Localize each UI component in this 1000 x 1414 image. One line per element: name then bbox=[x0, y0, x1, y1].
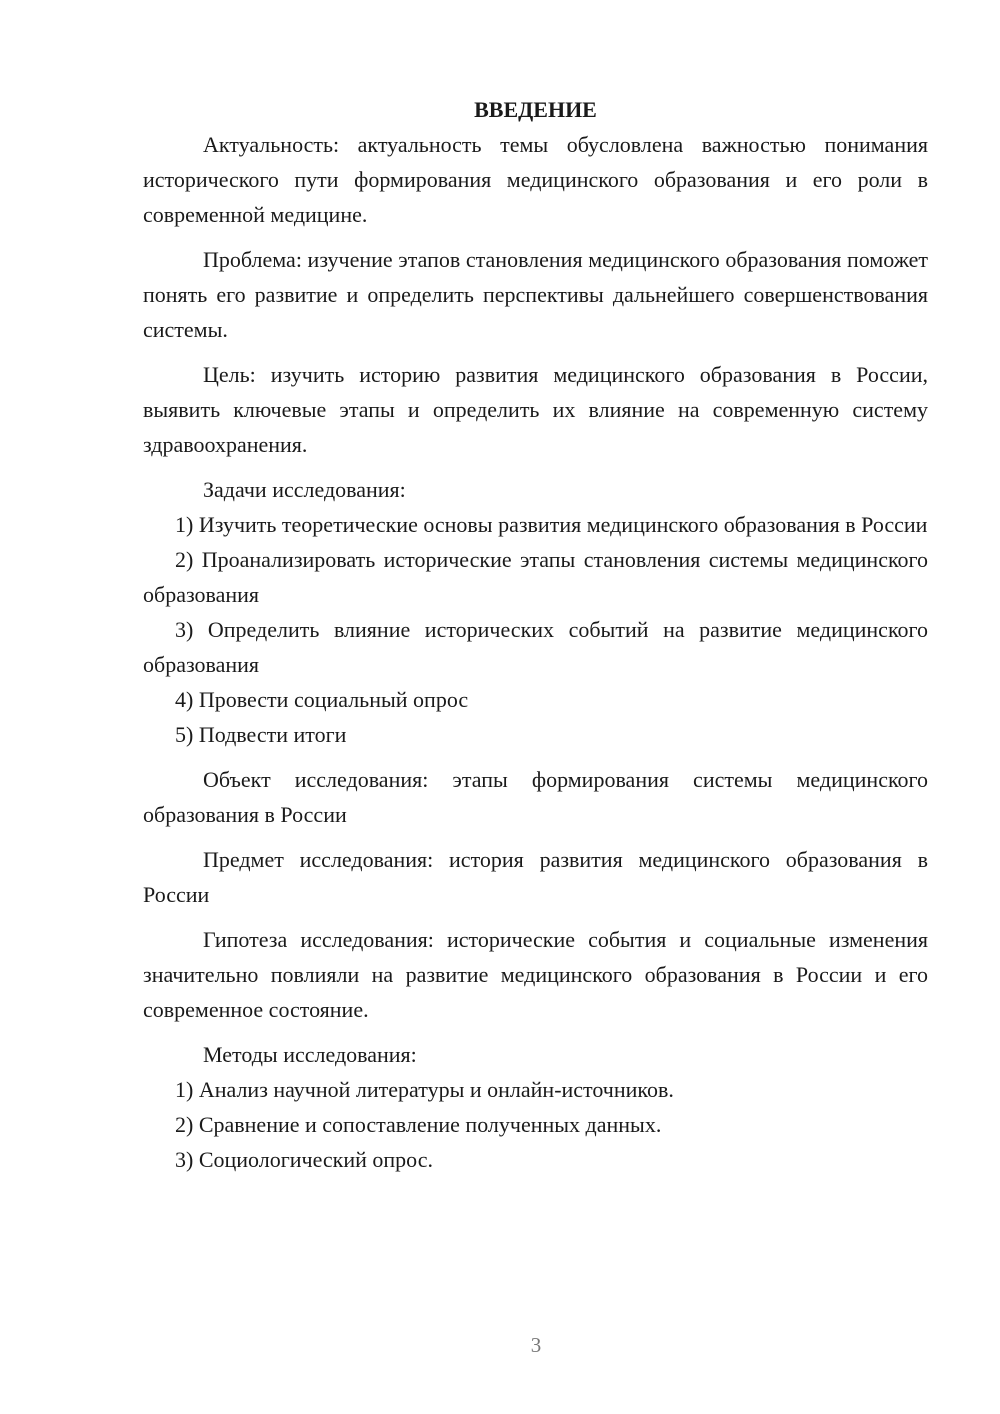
task-item: 5) Подвести итоги bbox=[175, 722, 347, 747]
tasks-list bbox=[143, 507, 928, 752]
task-item: 3) Определить влияние исторических событий на развитие медицинского образования bbox=[143, 617, 928, 677]
methods-title: Методы исследования: bbox=[203, 1042, 417, 1067]
subject-paragraph: Предмет исследования: история развития медицинского образования в России bbox=[143, 847, 928, 907]
methods-list bbox=[143, 1072, 928, 1177]
relevance-paragraph: Актуальность: актуальность темы обусловлена важностью понимания исторического пути формирования медицинского образования и его роли в современной медицине. bbox=[143, 132, 928, 227]
task-item: 2) Проанализировать исторические этапы становления системы медицинского образования bbox=[143, 547, 928, 607]
task-item: 4) Провести социальный опрос bbox=[175, 687, 469, 712]
page-number: 3 bbox=[530, 1333, 542, 1357]
problem-paragraph: Проблема: изучение этапов становления медицинского образования поможет понять его развитие и определить перспективы дальнейшего совершенствования системы. bbox=[143, 247, 928, 342]
method-item: 2) Сравнение и сопоставление полученных данных. bbox=[175, 1112, 662, 1137]
task-item: 1) Изучить теоретические основы развития медицинского образования в России bbox=[175, 512, 928, 537]
method-item: 1) Анализ научной литературы и онлайн-источников. bbox=[175, 1077, 674, 1102]
section-heading: ВВЕДЕНИЕ bbox=[474, 97, 597, 122]
tasks-title: Задачи исследования: bbox=[203, 477, 406, 502]
page-content bbox=[143, 92, 928, 1177]
hypothesis-paragraph: Гипотеза исследования: исторические события и социальные изменения значительно повлияли на развитие медицинского образования в России и его современное состояние. bbox=[143, 927, 928, 1022]
object-paragraph: Объект исследования: этапы формирования системы медицинского образования в России bbox=[143, 767, 928, 827]
method-item: 3) Социологический опрос. bbox=[175, 1147, 433, 1172]
goal-paragraph: Цель: изучить историю развития медицинского образования в России, выявить ключевые этапы и определить их влияние на современную систему здравоохранения. bbox=[143, 362, 928, 457]
